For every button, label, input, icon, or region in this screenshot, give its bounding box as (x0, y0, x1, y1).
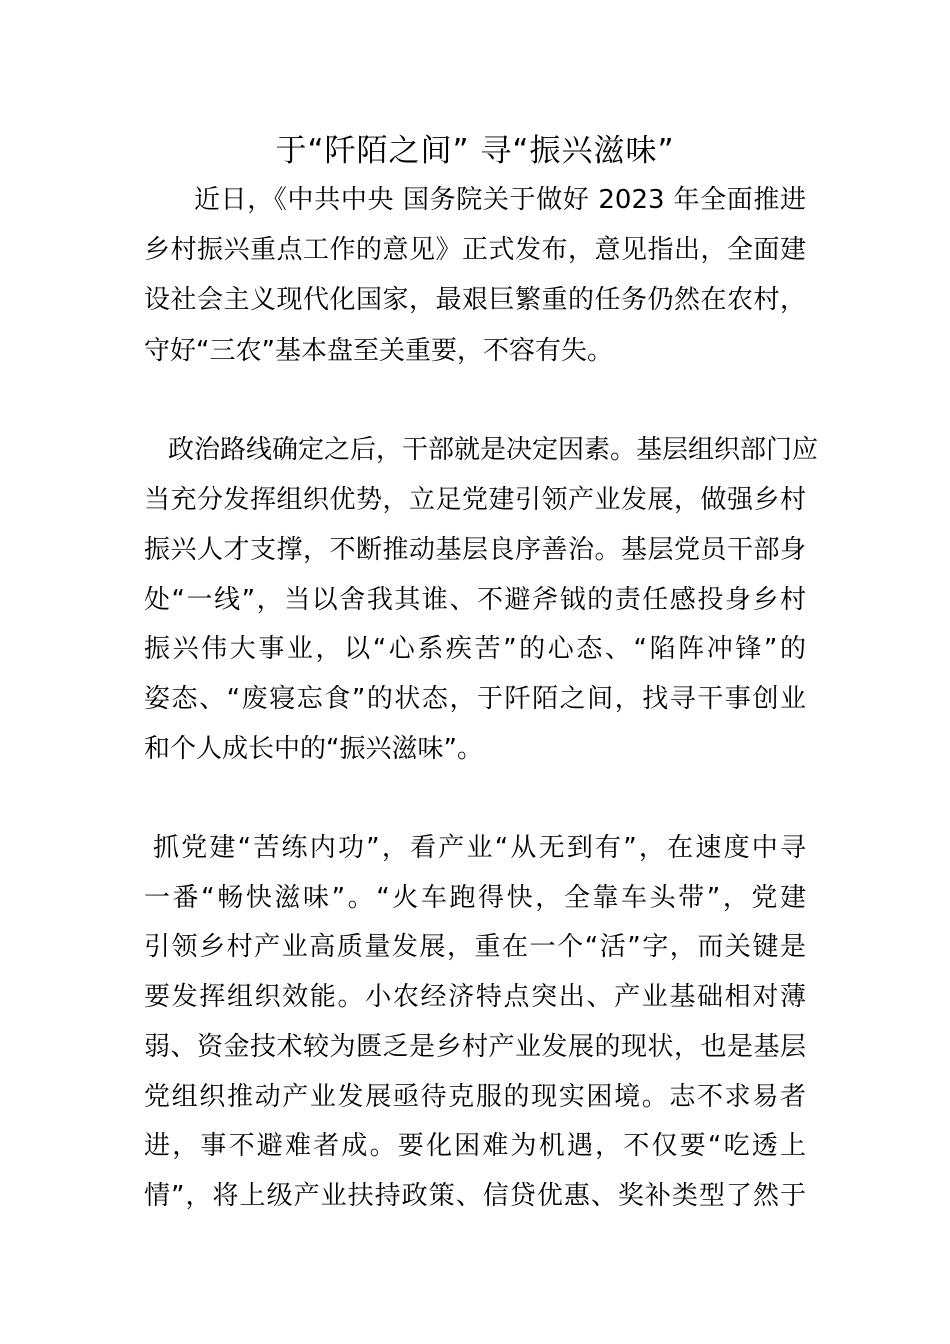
paragraph-1-line-4: 守好“三农”基本盘至关重要，不容有失。 (144, 336, 613, 366)
paragraph-2-line-5: 振兴伟大事业，以“心系疾苦”的心态、“陷阵冲锋”的 (144, 634, 806, 664)
paragraph-3-line-8: 情”，将上级产业扶持政策、信贷优惠、奖补类型了然于 (144, 1181, 806, 1211)
paragraph-3-line-4: 要发挥组织效能。小农经济特点突出、产业基础相对薄 (144, 982, 806, 1012)
paragraph-3-line-2: 一番“畅快滋味”。“火车跑得快，全靠车头带”，党建 (144, 883, 806, 913)
paragraph-2-line-2: 当充分发挥组织优势，立足党建引领产业发展，做强乡村 (144, 485, 806, 515)
paragraph-3-line-1: 抓党建“苦练内功”，看产业“从无到有”，在速度中寻 (153, 833, 806, 863)
paragraph-2-line-1: 政治路线确定之后，干部就是决定因素。基层组织部门应 (168, 435, 819, 465)
paragraph-1-line-3: 设社会主义现代化国家，最艰巨繁重的任务仍然在农村， (144, 285, 806, 315)
paragraph-3-line-3: 引领乡村产业高质量发展，重在一个“活”字，而关键是 (144, 932, 806, 962)
paragraph-1-line-2: 乡村振兴重点工作的意见》正式发布，意见指出，全面建 (144, 235, 806, 265)
paragraph-3-line-7: 进，事不避难者成。要化困难为机遇，不仅要“吃透上 (144, 1131, 806, 1161)
document-title: 于“阡陌之间” 寻“振兴滋味” (275, 133, 675, 169)
paragraph-2-line-3: 振兴人才支撑，不断推动基层良序善治。基层党员干部身 (144, 535, 806, 565)
paragraph-3-line-6: 党组织推动产业发展亟待克服的现实困境。志不求易者 (144, 1082, 806, 1112)
paragraph-2-line-4: 处“一线”，当以舍我其谁、不避斧钺的责任感投身乡村 (144, 585, 806, 615)
paragraph-2-line-7: 和个人成长中的“振兴滋味”。 (144, 734, 483, 764)
paragraph-3-line-5: 弱、资金技术较为匮乏是乡村产业发展的现状，也是基层 (144, 1032, 806, 1062)
paragraph-1-line-1: 近日，《中共中央 国务院关于做好 2023 年全面推进 (194, 185, 806, 215)
paragraph-2-line-6: 姿态、“废寝忘食”的状态，于阡陌之间，找寻干事创业 (144, 684, 806, 714)
